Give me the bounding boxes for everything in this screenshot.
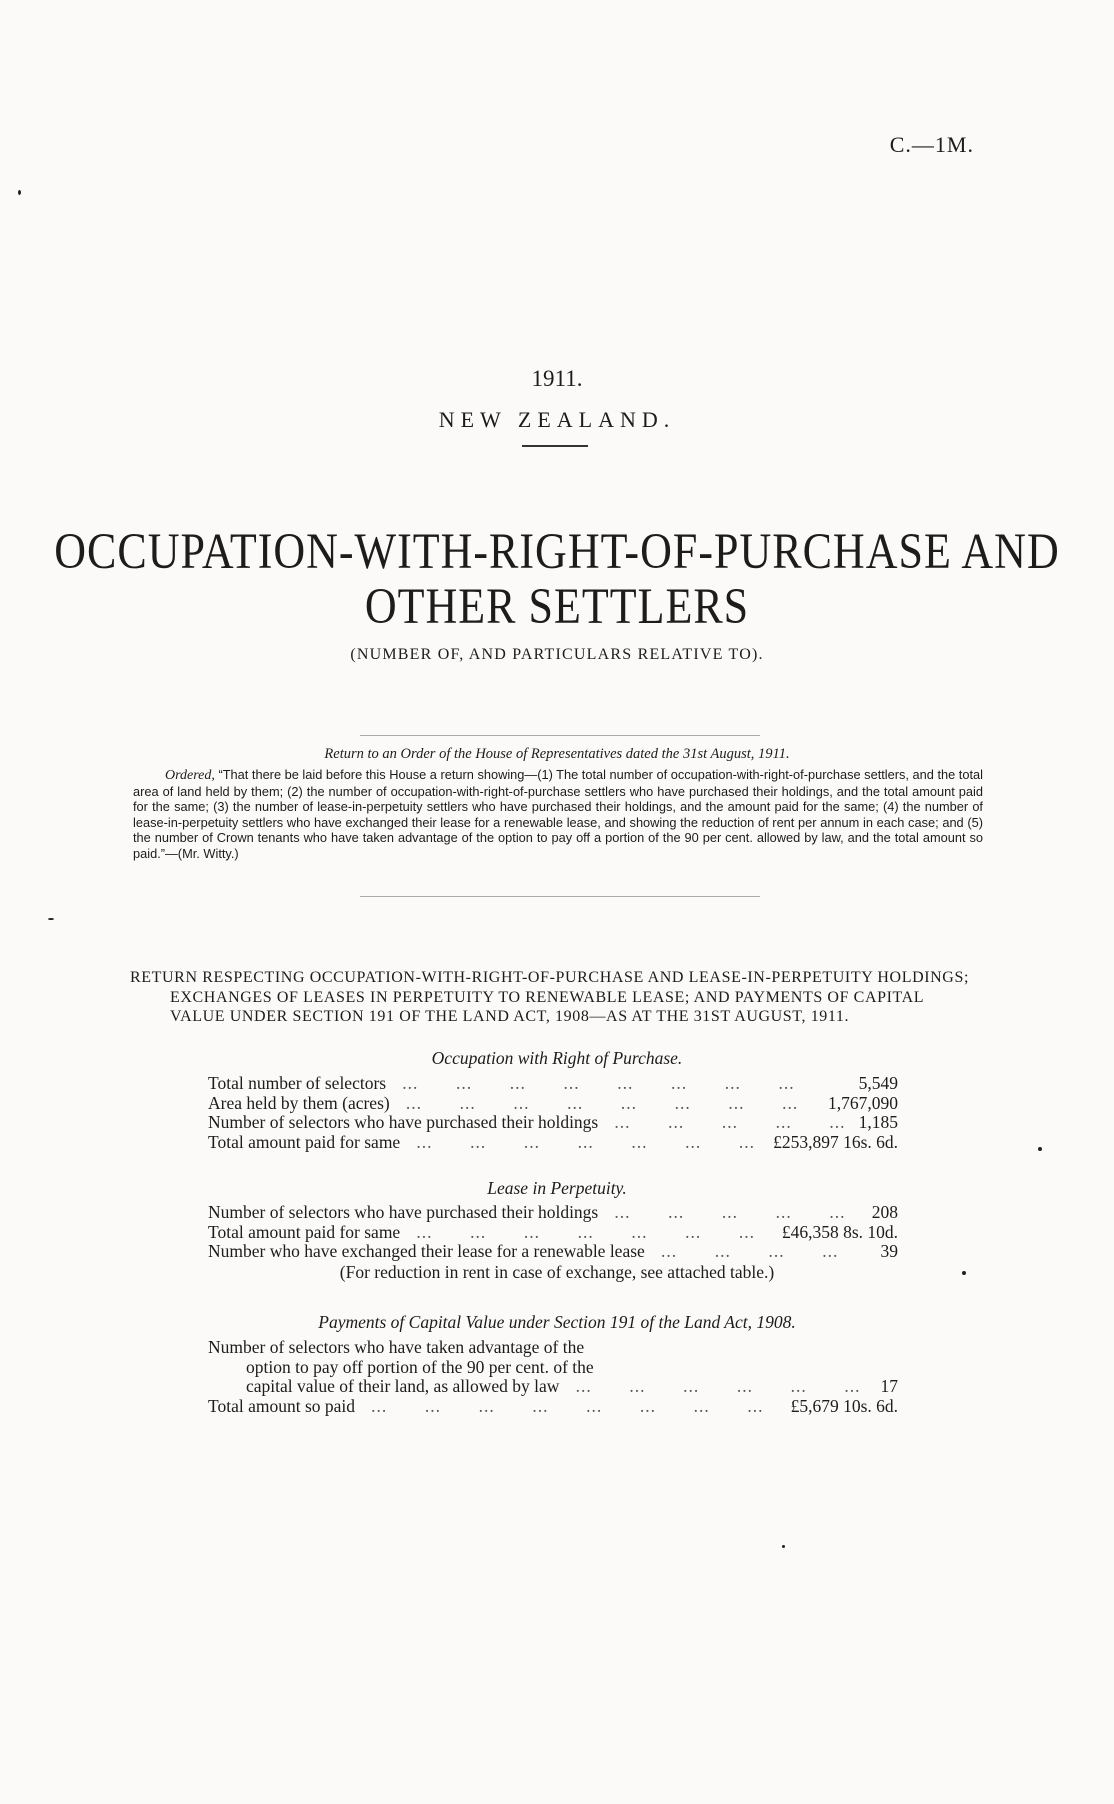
table-row [208,1113,898,1133]
divider-bottom [360,896,760,897]
scan-speck [782,1545,785,1548]
table-row [208,1133,898,1153]
return-heading-line-3: VALUE UNDER SECTION 191 OF THE LAND ACT, 1908—AS AT THE 31ST AUGUST, 1911. [170,1008,850,1025]
reduction-note: (For reduction in rent in case of exchange, see attached table.) [339,1262,775,1282]
row-label: Number of selectors who have purchased their holdings ... [208,1113,849,1133]
ordered-label: Ordered, [165,768,215,783]
section-title-lip: Lease in Perpetuity. [487,1178,627,1198]
row-label: Area held by them (acres) ... [208,1094,818,1114]
row-value: 5,549 [858,1073,898,1093]
title-divider [522,445,588,447]
row-label: Total amount paid for same ... [208,1133,763,1153]
row-value: 1,767,090 [828,1092,898,1113]
divider-top [360,735,760,736]
return-heading [130,968,990,1027]
row-value: 1,185 [858,1112,898,1132]
scan-speck [1038,1147,1042,1151]
row-label: Total number of selectors ... [208,1074,849,1094]
document-title-line-2: OTHER SETTLERS [364,578,750,635]
document-year: 1911. [531,366,583,391]
ordered-paragraph [133,767,983,862]
country-name: NEW ZEALAND. [438,407,676,432]
table-row [208,1242,898,1262]
document-title-line-1: OCCUPATION-WITH-RIGHT-OF-PURCHASE AND [54,523,1060,580]
table-row [208,1397,898,1417]
section-lip-rows [208,1203,898,1262]
row-label: Total amount so paid ... [208,1397,781,1417]
return-heading-line-2: EXCHANGES OF LEASES IN PERPETUITY TO RENEWABLE LEASE; AND PAYMENTS OF CAPITAL [170,988,925,1006]
row-label: Total amount paid for same ... [208,1223,772,1243]
return-heading-line-1: RETURN RESPECTING OCCUPATION-WITH-RIGHT-OF-PURCHASE AND LEASE-IN-PERPETUITY HOLDINGS; [130,969,970,986]
row-label: Number of selectors who have purchased their holdings ... [208,1203,862,1223]
row-value: 17 [880,1376,898,1396]
section-title-owrp: Occupation with Right of Purchase. [431,1048,683,1068]
return-order-line: Return to an Order of the House of Representatives dated the 31st August, 1911. [324,746,790,762]
table-row [208,1377,898,1397]
scan-speck [18,190,21,195]
scan-speck [962,1271,966,1275]
document-reference: C.—1M. [889,132,974,157]
row-value [888,1338,898,1358]
ordered-text: “That there be laid before this House a return showing—(1) The total number of occupation-with-right-of-purchase settlers, and the total area of land held by them; (2) the number of occupation-with-right-of-purchase settlers who have purchased their holdings, and the total amount paid for the same; (3) the number of lease-in-perpetuity settlers who have purchased their holdings, and the amount paid for the same; (4) the number of lease-in-perpetuity settlers who have exchanged their lease for a renewable lease, and showing the reduction of rent per annum in each case; and (5) the number of Crown tenants who have taken advantage of the option to pay off a portion of the 90 per cent. allowed by law, and the total amount so paid.”—(Mr. Witty.) [133,767,983,861]
scan-speck [48,918,54,920]
row-label: Number who have exchanged their lease for a renewable lease ... [208,1242,871,1262]
section-owrp-rows [208,1074,898,1152]
row-label: option to pay off portion of the 90 per cent. of the [246,1357,594,1377]
row-value: 39 [880,1241,898,1261]
row-label: Number of selectors who have taken advantage of the [208,1338,585,1357]
table-row [208,1223,898,1243]
table-row [208,1074,898,1094]
row-value: £253,897 16s. 6d. [773,1131,898,1152]
table-row [208,1338,898,1358]
row-label: capital value of their land, as allowed by law ... [208,1377,871,1397]
table-row [208,1094,898,1114]
section-capital-rows [208,1338,898,1416]
table-row [208,1358,898,1378]
row-value: £5,679 10s. 6d. [790,1395,898,1416]
row-value [888,1358,898,1378]
document-subtitle: (NUMBER OF, AND PARTICULARS RELATIVE TO). [350,646,764,663]
section-title-capital: Payments of Capital Value under Section 191 of the Land Act, 1908. [318,1312,796,1332]
row-value: 208 [871,1202,898,1222]
table-row [208,1203,898,1223]
row-value: £46,358 8s. 10d. [781,1221,898,1242]
